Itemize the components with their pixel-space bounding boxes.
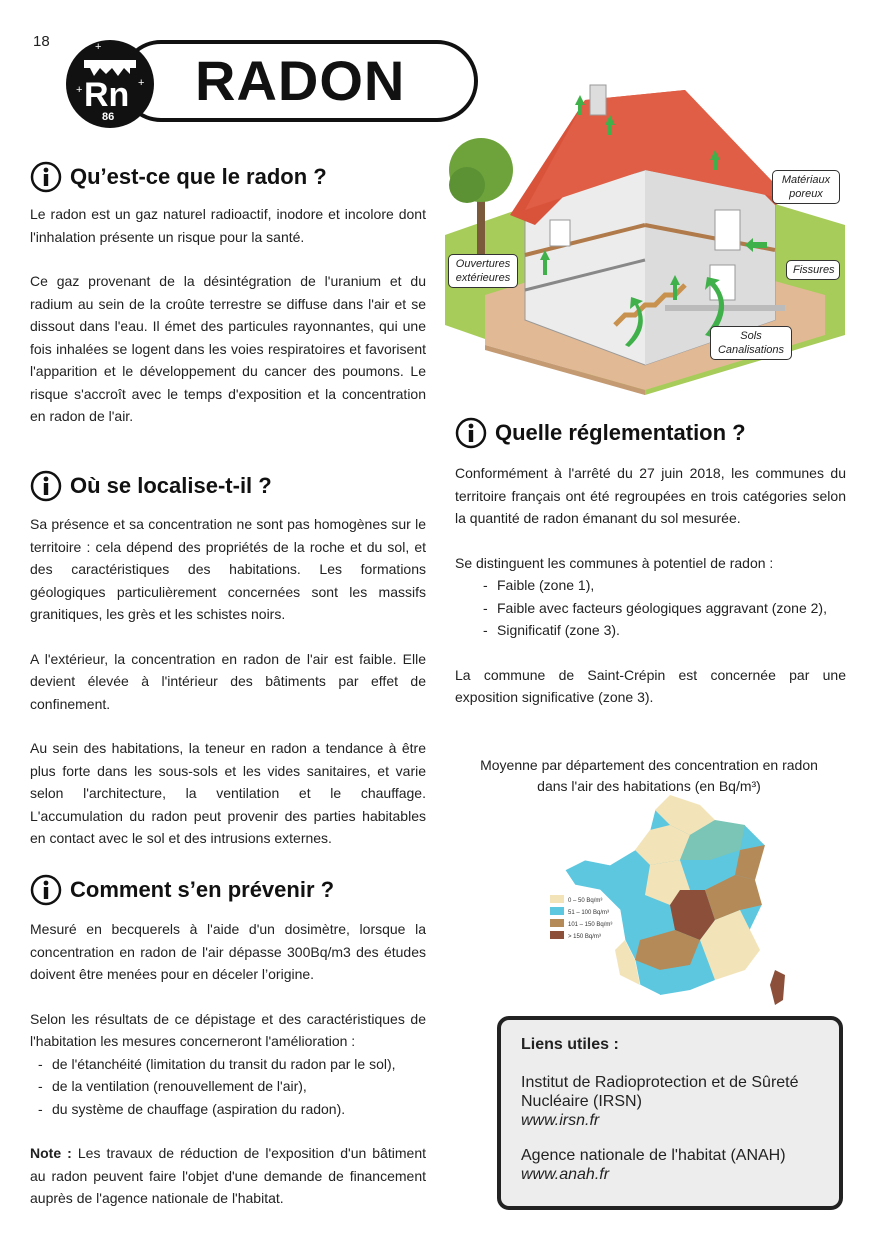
- legend-swatch: [550, 931, 564, 939]
- section-prevent-body: [30, 918, 426, 1210]
- section-heading-prevent: [30, 874, 334, 906]
- svg-text:+: +: [95, 41, 102, 53]
- improvement-list: [30, 1053, 426, 1121]
- info-icon: [30, 874, 62, 906]
- heading-text: Où se localise-t-il ?: [70, 473, 272, 498]
- section-heading-what: [30, 161, 327, 193]
- logo-number: 86: [102, 111, 115, 123]
- legend-label: 101 – 150 Bq/m³: [568, 922, 613, 928]
- info-icon: [30, 161, 62, 193]
- paragraph: Conformément à l'arrêté du 27 juin 2018, les communes du territoire français ont été regroupées en trois catégories selon la quantité de radon émanant du sol mesurée.: [455, 465, 846, 526]
- legend-swatch: [550, 919, 564, 927]
- note-text: Les travaux de réduction de l'exposition d'un bâtiment au radon peuvent faire l'objet d'une demande de financement auprès de l'agence nationale de l'habitat.: [30, 1145, 427, 1206]
- map-caption: Moyenne par département des concentration en radon dans l'air des habitations (en Bq/m³): [480, 757, 818, 794]
- paragraph: A l'extérieur, la concentration en radon de l'air est faible. Elle devient élevée à l'intérieur des bâtiments par effet de confinement.: [30, 650, 426, 712]
- svg-text:+: +: [76, 84, 83, 96]
- zone-list: [455, 574, 846, 642]
- paragraph: Mesuré en becquerels à l'aide d'un dosimètre, lorsque la concentration en radon de l'air dépasse 300Bq/m3 des études doivent être menées pour en déceler l’origine.: [30, 921, 426, 982]
- list-item: - du système de chauffage (aspiration du radon).: [30, 1098, 426, 1121]
- section-heading-rules: [455, 417, 746, 449]
- note-paragraph: [30, 1142, 426, 1210]
- section-rules-body: [455, 462, 846, 709]
- logo-symbol: Rn: [84, 76, 130, 114]
- list-item: - Faible (zone 1),: [475, 574, 846, 597]
- link-name: Agence nationale de l'habitat (ANAH): [521, 1147, 786, 1164]
- legend-swatch: [550, 907, 564, 915]
- list-item: - Faible avec facteurs géologiques aggravant (zone 2),: [475, 597, 846, 620]
- paragraph: Au sein des habitations, la teneur en radon a tendance à être plus forte dans les sous-sols et les vides sanitaires, et varie selon l'architecture, la ventilation et le chauffage. L'accumulation du radon peut provenir des parties habitables en contact avec le sol et des intrusions externes.: [30, 740, 426, 846]
- heading-text: Qu’est-ce que le radon ?: [70, 164, 327, 189]
- svg-text:+: +: [138, 77, 145, 89]
- label-ouvertures: Ouvertures extérieures: [448, 254, 518, 288]
- label-fissures: Fissures: [786, 260, 840, 280]
- list-item: - de l'étanchéité (limitation du transit du radon par le sol),: [30, 1053, 426, 1076]
- paragraph: La commune de Saint-Crépin est concernée par une exposition significative (zone 3).: [455, 666, 846, 705]
- useful-links-box: [497, 1016, 843, 1210]
- link-anah: [521, 1146, 819, 1184]
- paragraph: Ce gaz provenant de la désintégration de l'uranium et du radium au sein de la croûte terrestre se diffuse dans l'air et se dissout dans l'eau. Il émet des particules rayonnantes, qui une fois inhalées se logent dans les voies respiratoires et favorisent l'apparition et le développement du cancer des poumons. Le risque s'accroît avec le temps d'exposition et la concentration en radon de l'air.: [30, 273, 426, 424]
- list-item: - de la ventilation (renouvellement de l'air),: [30, 1075, 426, 1098]
- paragraph: Se distinguent les communes à potentiel de radon :: [455, 554, 774, 571]
- label-materiaux: Matériaux poreux: [772, 170, 840, 204]
- link-irsn: [521, 1073, 819, 1130]
- radon-logo: [64, 38, 156, 130]
- heading-text: Quelle réglementation ?: [495, 420, 746, 445]
- label-sols: Sols Canalisations: [710, 326, 792, 360]
- section-heading-where: [30, 470, 272, 502]
- page-title: RADON: [195, 49, 406, 112]
- legend-label: 51 – 100 Bq/m³: [568, 910, 610, 916]
- heading-text: Comment s’en prévenir ?: [70, 877, 335, 902]
- section-what-body: [30, 203, 426, 428]
- link-name: Institut de Radioprotection et de Sûreté Nucléaire (IRSN): [521, 1074, 799, 1110]
- links-heading: Liens utiles :: [521, 1036, 619, 1053]
- legend-label: > 150 Bq/m³: [568, 934, 601, 940]
- france-radon-map: [540, 790, 790, 1010]
- page-number: 18: [33, 33, 50, 50]
- paragraph: Selon les résultats de ce dépistage et des caractéristiques de l'habitation les mesures concerneront l'amélioration :: [30, 1010, 426, 1049]
- legend-swatch: [550, 895, 564, 903]
- paragraph: Sa présence et sa concentration ne sont pas homogènes sur le territoire : cela dépend des propriétés de la roche et du sol, et des caractéristiques des habitations. Les formations géologiques particulièrement concernées sont les massifs granitiques, les grès et les schistes noirs.: [30, 516, 426, 622]
- info-icon: [30, 470, 62, 502]
- link-url[interactable]: www.irsn.fr: [521, 1112, 600, 1129]
- paragraph: Le radon est un gaz naturel radioactif, inodore et incolore dont l'inhalation présente un risque pour la santé.: [30, 206, 426, 245]
- info-icon: [455, 417, 487, 449]
- legend-label: 0 – 50 Bq/m³: [568, 898, 603, 904]
- section-where-body: [30, 513, 426, 850]
- list-item: - Significatif (zone 3).: [475, 619, 846, 642]
- svg-text:+: +: [116, 65, 123, 77]
- note-label: Note :: [30, 1145, 72, 1161]
- link-url[interactable]: www.anah.fr: [521, 1166, 610, 1183]
